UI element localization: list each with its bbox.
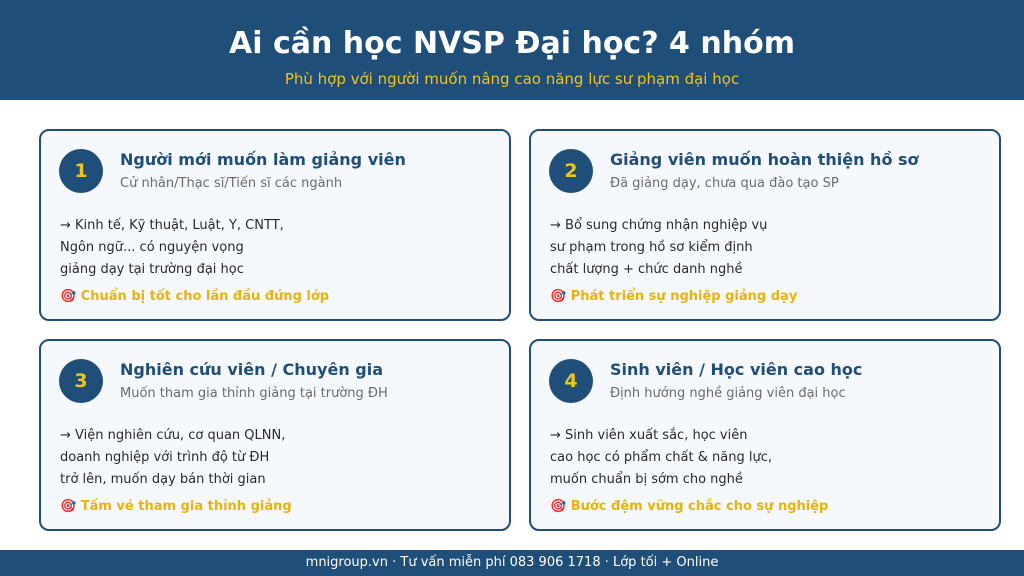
card-title: Nghiên cứu viên / Chuyên gia	[120, 360, 384, 379]
card-goal-tag: 🎯 Chuẩn bị tốt cho lần đầu đứng lớp	[60, 289, 330, 304]
card-line: trở lên, muốn dạy bán thời gian	[60, 472, 266, 487]
page-title: Ai cần học NVSP Đại học? 4 nhóm	[229, 26, 795, 61]
card-line: sư phạm trong hồ sơ kiểm định	[550, 240, 753, 255]
card-title: Người mới muốn làm giảng viên	[120, 150, 406, 169]
group-card-3	[39, 339, 511, 531]
card-subtitle: Định hướng nghề giảng viên đại học	[610, 386, 846, 401]
header-banner	[0, 0, 1024, 100]
card-subtitle: Muốn tham gia thỉnh giảng tại trường ĐH	[120, 386, 388, 401]
group-card-2	[529, 129, 1001, 321]
group-card-4	[529, 339, 1001, 531]
page-subtitle: Phù hợp với người muốn nâng cao năng lực sư phạm đại học	[284, 70, 740, 88]
card-line: → Viện nghiên cứu, cơ quan QLNN,	[60, 428, 286, 443]
card-goal-tag: 🎯 Tấm vé tham gia thỉnh giảng	[60, 499, 292, 514]
card-line: chất lượng + chức danh nghề	[550, 262, 743, 277]
card-line: Ngôn ngữ... có nguyện vọng	[60, 240, 244, 255]
card-line: → Sinh viên xuất sắc, học viên	[550, 428, 748, 443]
number-badge: 2	[549, 149, 593, 193]
number-badge: 4	[549, 359, 593, 403]
card-subtitle: Cử nhân/Thạc sĩ/Tiến sĩ các ngành	[120, 176, 343, 191]
card-body	[60, 215, 284, 281]
number-badge: 1	[59, 149, 103, 193]
card-body	[60, 425, 285, 491]
card-line: → Kinh tế, Kỹ thuật, Luật, Y, CNTT,	[60, 218, 284, 233]
card-title: Giảng viên muốn hoàn thiện hồ sơ	[610, 150, 919, 169]
card-line: doanh nghiệp với trình độ từ ĐH	[60, 450, 270, 465]
card-body	[550, 425, 772, 491]
card-line: → Bổ sung chứng nhận nghiệp vụ	[550, 218, 768, 233]
card-body	[550, 215, 767, 281]
card-line: cao học có phẩm chất & năng lực,	[550, 450, 772, 465]
card-line: muốn chuẩn bị sớm cho nghề	[550, 472, 743, 487]
card-title: Sinh viên / Học viên cao học	[610, 360, 863, 379]
number-badge: 3	[59, 359, 103, 403]
card-line: giảng dạy tại trường đại học	[60, 262, 244, 277]
group-card-1	[39, 129, 511, 321]
card-goal-tag: 🎯 Phát triển sự nghiệp giảng dạy	[550, 289, 798, 304]
card-subtitle: Đã giảng dạy, chưa qua đào tạo SP	[610, 176, 839, 191]
footer-bar: mnigroup.vn · Tư vấn miễn phí 083 906 1718 · Lớp tối + Online	[0, 550, 1024, 576]
card-goal-tag: 🎯 Bước đệm vững chắc cho sự nghiệp	[550, 499, 829, 514]
